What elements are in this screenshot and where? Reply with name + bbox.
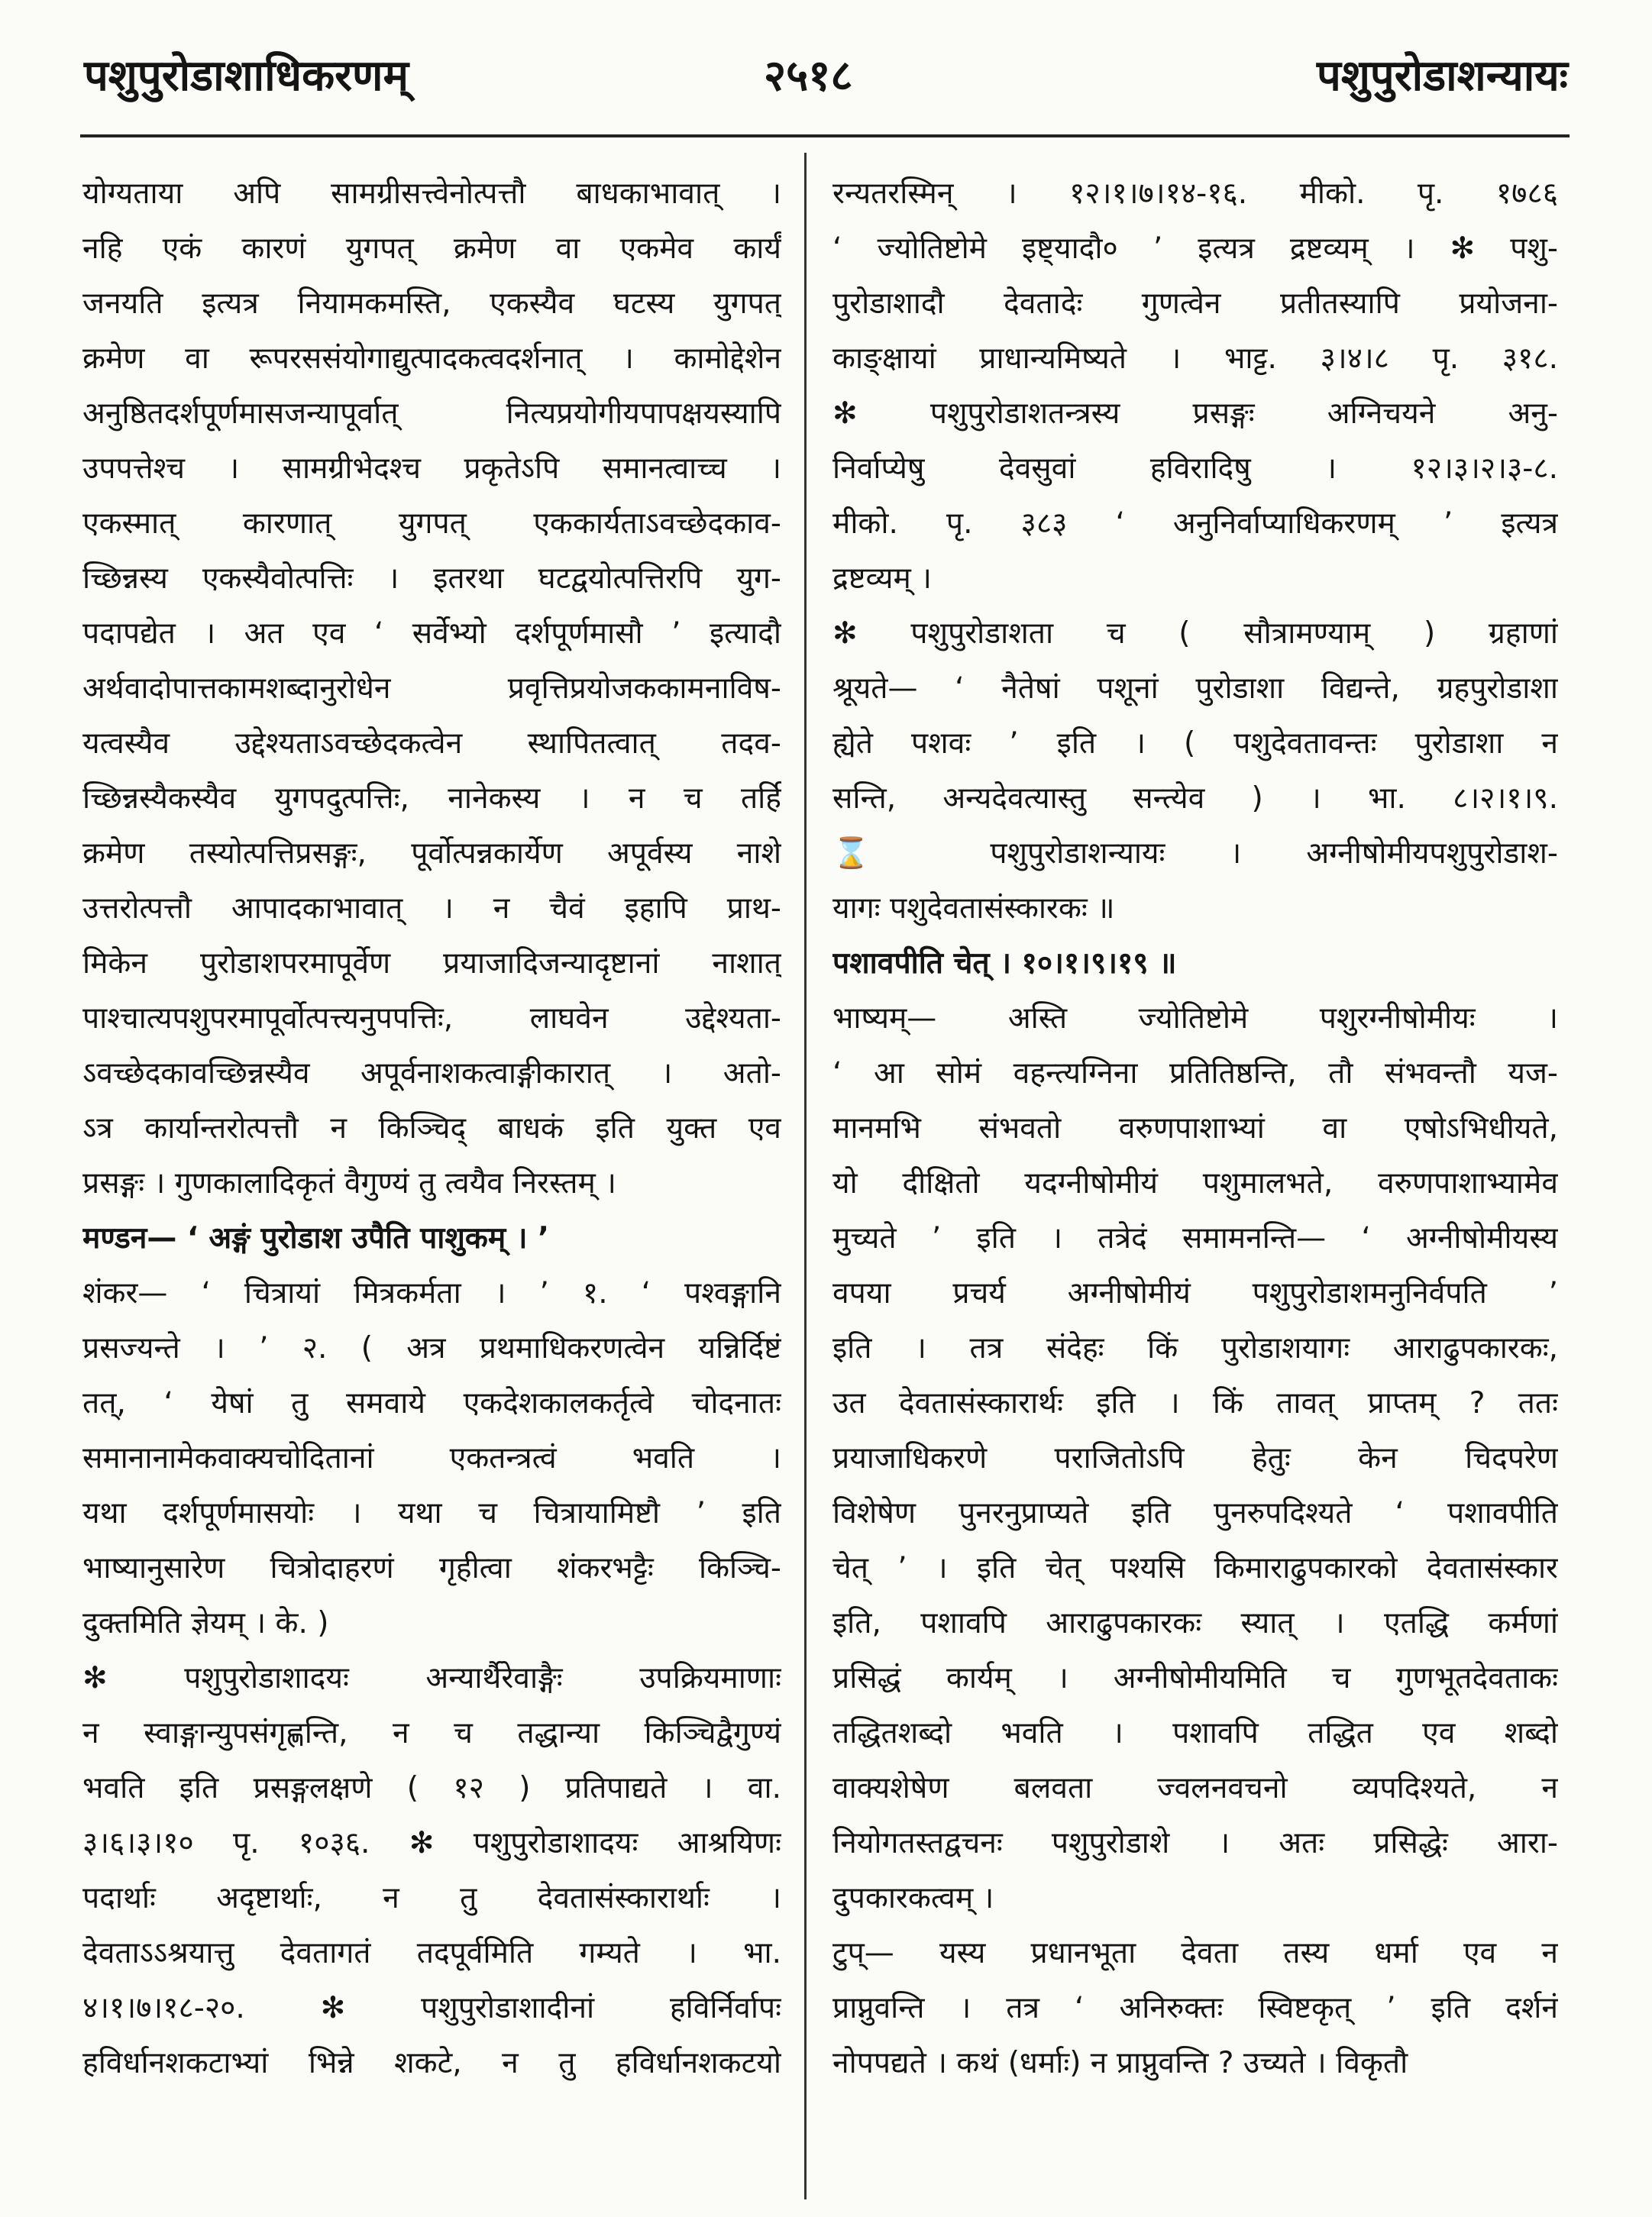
text-line: क्रमेण वा रूपरससंयोगाद्युत्पादकत्वदर्शनात् । कामोद्देशेन: [82, 341, 781, 376]
text-line: विशेषेण पुनरनुप्राप्यते इति पुनरुपदिश्यते ‘ पशावपीति: [832, 1496, 1558, 1530]
text-line: देवताऽऽश्रयात्तु देवतागतं तदपूर्वमिति गम्यते । भा.: [82, 1936, 781, 1970]
text-line: न स्वाङ्गान्युपसंगृह्णन्ति, न च तद्धान्या किञ्चिद्वैगुण्यं: [82, 1716, 781, 1750]
text-line: च्छिन्नस्यैकस्यैव युगपदुत्पत्तिः, नानेकस्य । न च तर्हि: [82, 781, 781, 816]
text-line: दुक्तमिति ज्ञेयम् । के. ): [82, 1606, 329, 1640]
text-line: द्रष्टव्यम् ।: [832, 561, 932, 596]
text-line: वाक्यशेषेण बलवता ज्वलनवचनो व्यपदिश्यते, न: [832, 1771, 1558, 1805]
text-line: काङ्क्षायां प्राधान्यमिष्यते । भाट्ट. ३।४।८ पृ. ३१८.: [832, 341, 1558, 376]
text-line: यो दीक्षितो यदग्नीषोमीयं पशुमालभते, वरुणपाशाभ्यामेव: [832, 1166, 1558, 1201]
page-number: २५१८: [764, 51, 853, 101]
text-line: तत्, ‘ येषां तु समवाये एकदेशकालकर्तृत्वे चोदनातः: [82, 1386, 781, 1420]
text-line: भाष्यम्— अस्ति ज्योतिष्टोमे पशुरग्नीषोमीयः ।: [832, 1001, 1558, 1036]
text-line: सन्ति, अन्यदेवत्यास्तु सन्त्येव ) । भा. ८।२।१।९.: [832, 781, 1558, 816]
text-line: उत देवतासंस्कारार्थः इति । किं तावत् प्राप्तम् ? ततः: [832, 1386, 1558, 1420]
text-line: ऽवच्छेदकावच्छिन्नस्यैव अपूर्वनाशकत्वाङ्गीकारात् । अतो-: [82, 1056, 781, 1091]
left-column: [82, 166, 781, 2091]
header-rule: [80, 134, 1570, 137]
text-line: इति, पशावपि आराढुपकारकः स्यात् । एतद्धि कर्मणां: [832, 1606, 1558, 1640]
text-line: शंकर— ‘ चित्रायां मित्रकर्मता । ’ १. ‘ पश्वङ्गानि: [82, 1276, 781, 1310]
text-line: ✻ पशुपुरोडाशता च ( सौत्रामण्याम् ) ग्रहाणां: [832, 616, 1558, 651]
text-line: इति । तत्र संदेहः किं पुरोडाशयागः आराढुपकारकः,: [832, 1331, 1558, 1365]
text-line: योग्यताया अपि सामग्रीसत्त्वेनोत्पत्तौ बाधकाभावात् ।: [82, 176, 781, 211]
text-line: वपया प्रचर्य अग्नीषोमीयं पशुपुरोडाशमनुनिर्वपति ’: [832, 1276, 1558, 1310]
text-line: ३।६।३।१० पृ. १०३६. ✻ पशुपुरोडाशादयः आश्रयिणः: [82, 1826, 781, 1860]
header-right-title: पशुपुरोडाशन्यायः: [1317, 51, 1568, 101]
text-line: चेत् ’ । इति चेत् पश्यसि किमाराढुपकारको देवतासंस्कार: [832, 1551, 1558, 1585]
text-line: ✻ पशुपुरोडाशादयः अन्यार्थैरेवाङ्गैः उपक्रियमाणाः: [82, 1661, 781, 1695]
text-line: ✻ पशुपुरोडाशतन्त्रस्य प्रसङ्गः अग्निचयने अनु-: [832, 396, 1558, 431]
text-line: एकस्मात् कारणात् युगपत् एककार्यताऽवच्छेदकाव-: [82, 506, 781, 541]
header-left-title: पशुपुरोडाशाधिकरणम्: [84, 51, 409, 101]
text-line: मिकेन पुरोडाशपरमापूर्वेण प्रयाजादिजन्यादृष्टानां नाशात्: [82, 946, 781, 981]
text-line: नियोगतस्तद्वचनः पशुपुरोडाशे । अतः प्रसिद्धेः आरा-: [832, 1826, 1558, 1860]
text-line: क्रमेण तस्योत्पत्तिप्रसङ्गः, पूर्वोत्पन्नकार्येण अपूर्वस्य नाशे: [82, 836, 781, 871]
text-line: नहि एकं कारणं युगपत् क्रमेण वा एकमेव कार्यं: [82, 231, 781, 266]
text-line: पुरोडाशादौ देवतादेः गुणत्वेन प्रतीतस्यापि प्रयोजना-: [832, 286, 1558, 321]
text-line: ‘ ज्योतिष्टोमे इष्ट्यादौ० ’ इत्यत्र द्रष्टव्यम् । ✻ पशु-: [832, 231, 1558, 266]
text-line: ⌛ पशुपुरोडाशन्यायः । अग्नीषोमीयपशुपुरोडाश-: [832, 836, 1558, 871]
text-line: ह्येते पशवः ’ इति । ( पशुदेवतावन्तः पुरोडाशा न: [832, 726, 1558, 761]
text-line: अनुष्ठितदर्शपूर्णमासजन्यापूर्वात् नित्यप्रयोगीयपापक्षयस्यापि: [82, 396, 781, 431]
text-line: अर्थवादोपात्तकामशब्दानुरोधेन प्रवृत्तिप्रयोजककामनाविष-: [82, 671, 781, 706]
text-line: मुच्यते ’ इति । तत्रेदं समामनन्ति— ‘ अग्नीषोमीयस्य: [832, 1221, 1558, 1256]
text-line: प्राप्नुवन्ति । तत्र ‘ अनिरुक्तः स्विष्टकृत् ’ इति दर्शनं: [832, 1991, 1558, 2025]
text-line: जनयति इत्यत्र नियामकमस्ति, एकस्यैव घटस्य युगपत्: [82, 286, 781, 321]
text-line: टुप्— यस्य प्रधानभूता देवता तस्य धर्मा एव न: [832, 1936, 1558, 1970]
text-line: प्रसज्यन्ते । ’ २. ( अत्र प्रथमाधिकरणत्वेन यन्निर्दिष्टं: [82, 1331, 781, 1365]
text-line: प्रयाजाधिकरणे पराजितोऽपि हेतुः केन चिदपरेण: [832, 1441, 1558, 1475]
text-line: हविर्धानशकटाभ्यां भिन्ने शकटे, न तु हविर्धानशकटयो: [82, 2046, 781, 2080]
text-line: यथा दर्शपूर्णमासयोः । यथा च चित्रायामिष्टौ ’ इति: [82, 1496, 781, 1530]
text-line: श्रूयते— ‘ नैतेषां पशूनां पुरोडाशा विद्यन्ते, ग्रहपुरोडाशा: [832, 671, 1558, 706]
text-line: मीको. पृ. ३८३ ‘ अनुनिर्वाप्याधिकरणम् ’ इत्यत्र: [832, 506, 1558, 541]
text-line: प्रसङ्गः । गुणकालादिकृतं वैगुण्यं तु त्वयैव निरस्तम् ।: [82, 1166, 616, 1201]
text-line: मण्डन— ‘ अङ्गं पुरोडाश उपैति पाशुकम् । ’: [82, 1221, 549, 1256]
text-line: ४।१।७।१८-२०. ✻ पशुपुरोडाशादीनां हविर्निर्वापः: [82, 1991, 781, 2025]
text-line: पाश्चात्यपशुपरमापूर्वोत्पत्त्यनुपपत्तिः, लाघवेन उद्देश्यता-: [82, 1001, 781, 1036]
text-line: समानानामेकवाक्यचोदितानां एकतन्त्रत्वं भवति ।: [82, 1441, 781, 1475]
right-column: [832, 166, 1558, 2091]
text-line: ऽत्र कार्यान्तरोत्पत्तौ न किञ्चिद् बाधकं इति युक्त एव: [82, 1111, 781, 1146]
sutra-heading: पशावपीति चेत् । १०।१।९।१९ ॥: [832, 946, 1177, 981]
text-line: उपपत्तेश्च । सामग्रीभेदश्च प्रकृतेऽपि समानत्वाच्च ।: [82, 451, 781, 486]
text-line: तद्धितशब्दो भवति । पशावपि तद्धित एव शब्दो: [832, 1716, 1558, 1750]
text-line: निर्वाप्येषु देवसुवां हविरादिषु । १२।३।२।३-८.: [832, 451, 1558, 486]
text-line: मानमभि संभवतो वरुणपाशाभ्यां वा एषोऽभिधीयते,: [832, 1111, 1558, 1146]
text-line: भवति इति प्रसङ्गलक्षणे ( १२ ) प्रतिपाद्यते । वा.: [82, 1771, 781, 1805]
text-line: ‘ आ सोमं वहन्त्यग्निना प्रतितिष्ठन्ति, तौ संभवन्तौ यज-: [832, 1056, 1558, 1091]
text-line: च्छिन्नस्य एकस्यैवोत्पत्तिः । इतरथा घटद्वयोत्पत्तिरपि युग-: [82, 561, 781, 596]
column-divider: [804, 153, 807, 2199]
text-line: दुपकारकत्वम् ।: [832, 1881, 994, 1915]
text-line: यागः पशुदेवतासंस्कारकः ॥: [832, 891, 1115, 926]
text-line: उत्तरोत्पत्तौ आपादकाभावात् । न चैवं इहापि प्राथ-: [82, 891, 781, 926]
text-line: रन्यतरस्मिन् । १२।१।७।१४-१६. मीको. पृ. १७८६: [832, 176, 1558, 211]
text-line: भाष्यानुसारेण चित्रोदाहरणं गृहीत्वा शंकरभट्टैः किञ्चि-: [82, 1551, 781, 1585]
text-line: प्रसिद्धं कार्यम् । अग्नीषोमीयमिति च गुणभूतदेवताकः: [832, 1661, 1558, 1695]
text-line: पदार्थाः अदृष्टार्थाः, न तु देवतासंस्कारार्थाः ।: [82, 1881, 781, 1915]
text-line: पदापद्येत । अत एव ‘ सर्वेभ्यो दर्शपूर्णमासौ ’ इत्यादौ: [82, 616, 781, 651]
text-line: नोपपद्यते । कथं (धर्माः) न प्राप्नुवन्ति ? उच्यते । विकृतौ: [832, 2046, 1408, 2080]
text-line: यत्वस्यैव उद्देश्यताऽवच्छेदकत्वेन स्थापितत्वात् तदव-: [82, 726, 781, 761]
